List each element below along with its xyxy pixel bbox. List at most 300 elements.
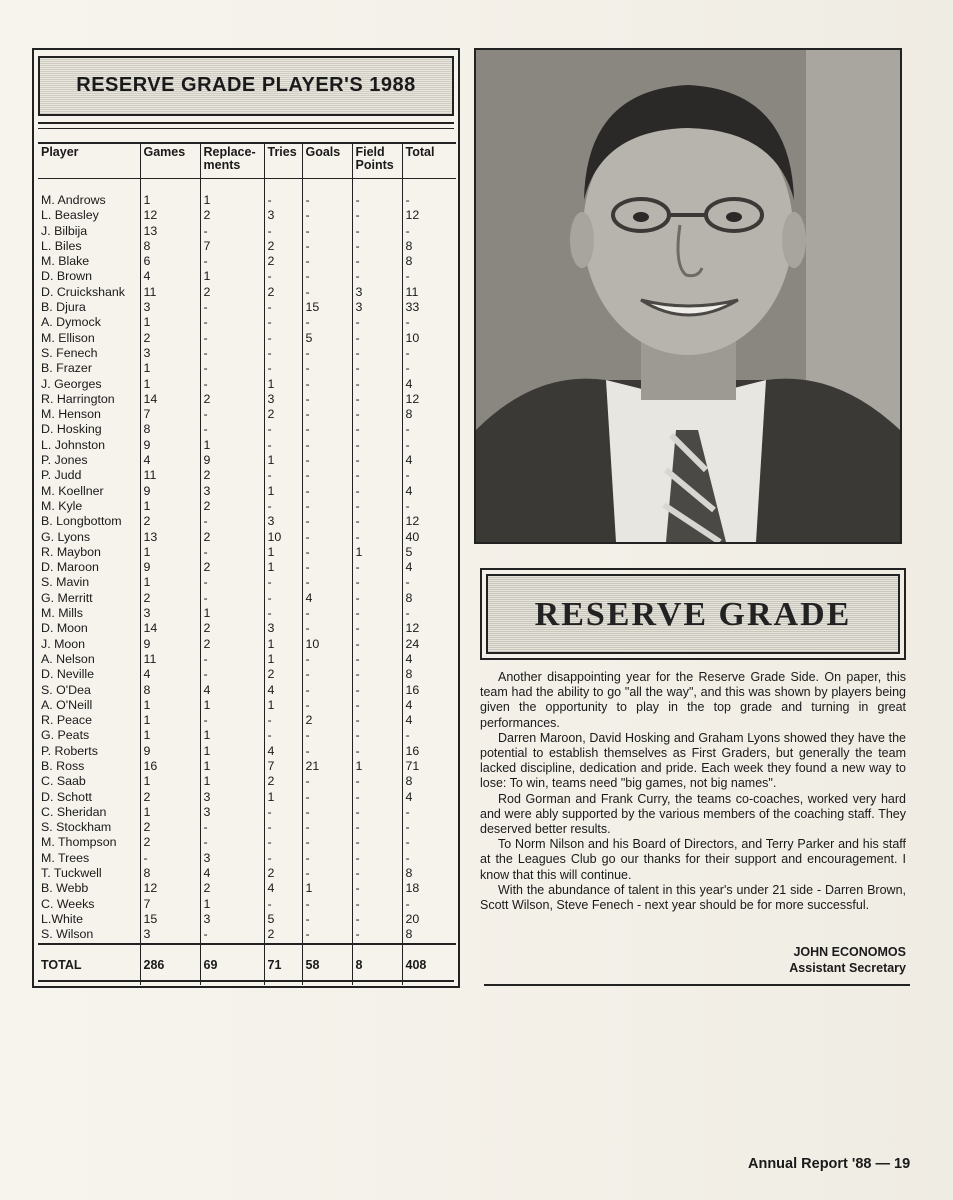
cell-goals: - xyxy=(302,208,352,223)
cell-games: 15 xyxy=(140,912,200,927)
cell-player: A. O'Neill xyxy=(38,698,140,713)
cell-games: 4 xyxy=(140,667,200,682)
cell-games: 9 xyxy=(140,637,200,652)
cell-player: R. Peace xyxy=(38,713,140,728)
cell-tries: 3 xyxy=(264,514,302,529)
cell-tries: - xyxy=(264,300,302,315)
cell-field-points: - xyxy=(352,438,402,453)
cell-replacements: 1 xyxy=(200,269,264,284)
cell-total: - xyxy=(405,468,410,483)
cell-player: D. Neville xyxy=(38,667,140,682)
cell-player: G. Merritt xyxy=(38,591,140,606)
cell-player: M. Mills xyxy=(38,606,140,621)
cell-player: M. Androws xyxy=(38,193,140,208)
cell-field-points: - xyxy=(352,820,402,835)
cell-replacements: 4 xyxy=(200,683,264,698)
table-row xyxy=(38,575,456,590)
cell-games: 2 xyxy=(140,591,200,606)
cell-replacements: - xyxy=(200,652,264,667)
total-field-points: 8 xyxy=(352,944,402,985)
cell-total: 12 xyxy=(405,208,420,223)
cell-tries: - xyxy=(264,820,302,835)
cell-player: M. Ellison xyxy=(38,331,140,346)
table-row xyxy=(38,820,456,835)
table-row xyxy=(38,331,456,346)
cell-replacements: 1 xyxy=(200,774,264,789)
cell-goals: 15 xyxy=(302,300,352,315)
cell-field-points: - xyxy=(352,239,402,254)
cell-player: D. Brown xyxy=(38,269,140,284)
cell-player: M. Koellner xyxy=(38,484,140,499)
cell-total: 4 xyxy=(405,651,413,666)
cell-total: 71 xyxy=(405,758,420,773)
cell-field-points: - xyxy=(352,835,402,850)
cell-field-points: - xyxy=(352,728,402,743)
cell-replacements: 2 xyxy=(200,637,264,652)
cell-field-points: - xyxy=(352,346,402,361)
cell-player: M. Kyle xyxy=(38,499,140,514)
table-row xyxy=(38,545,456,560)
divider xyxy=(38,122,454,124)
cell-replacements: 2 xyxy=(200,392,264,407)
cell-replacements: - xyxy=(200,377,264,392)
cell-games: 6 xyxy=(140,254,200,269)
table-row xyxy=(38,499,456,514)
cell-games: 1 xyxy=(140,713,200,728)
cell-tries: 1 xyxy=(264,545,302,560)
cell-goals: - xyxy=(302,377,352,392)
cell-tries: 2 xyxy=(264,285,302,300)
cell-field-points: 1 xyxy=(352,545,402,560)
col-header-replacements: Replace-ments xyxy=(200,143,264,179)
table-row xyxy=(38,407,456,422)
cell-tries: 1 xyxy=(264,698,302,713)
cell-total: 16 xyxy=(405,682,420,697)
article-heading-box xyxy=(480,568,906,660)
cell-player: B. Webb xyxy=(38,881,140,896)
table-row xyxy=(38,193,456,208)
cell-replacements: 2 xyxy=(200,499,264,514)
table-row xyxy=(38,621,456,636)
portrait-photo xyxy=(474,48,902,544)
cell-replacements: 3 xyxy=(200,484,264,499)
page-footer: Annual Report '88 — 19 xyxy=(748,1156,911,1172)
divider xyxy=(484,984,910,986)
article-paragraph: Darren Maroon, David Hosking and Graham Lyons showed they have the potential to establish themselves as First Graders, but generally the team lacked discipline, dedication and pride. Each week they found a new way to lose: To win, teams need "big games, not big names". xyxy=(480,730,906,791)
cell-goals: - xyxy=(302,927,352,943)
cell-games: 8 xyxy=(140,866,200,881)
total-tries: 71 xyxy=(264,944,302,985)
cell-field-points: - xyxy=(352,530,402,545)
cell-field-points: - xyxy=(352,713,402,728)
cell-goals: - xyxy=(302,422,352,437)
cell-player: B. Ross xyxy=(38,759,140,774)
cell-total: 5 xyxy=(405,544,413,559)
cell-tries: - xyxy=(264,606,302,621)
cell-tries: 2 xyxy=(264,254,302,269)
cell-field-points: - xyxy=(352,224,402,239)
cell-goals: - xyxy=(302,805,352,820)
cell-games: 12 xyxy=(140,881,200,896)
cell-games: 9 xyxy=(140,438,200,453)
table-row xyxy=(38,759,456,774)
cell-field-points: - xyxy=(352,560,402,575)
divider xyxy=(38,128,454,129)
table-row xyxy=(38,300,456,315)
cell-field-points: - xyxy=(352,805,402,820)
cell-goals: 10 xyxy=(302,637,352,652)
cell-player: S. Fenech xyxy=(38,346,140,361)
cell-player: T. Tuckwell xyxy=(38,866,140,881)
cell-total: - xyxy=(405,835,410,850)
cell-player: D. Hosking xyxy=(38,422,140,437)
article-paragraph: Another disappointing year for the Reserve Grade Side. On paper, this team had the ability to go "all the way", and this was shown by players being given the opportunity to play in the top grade and turning in great performances. xyxy=(480,670,906,730)
cell-replacements: 2 xyxy=(200,530,264,545)
cell-games: 1 xyxy=(140,575,200,590)
cell-replacements: - xyxy=(200,927,264,943)
cell-replacements: 3 xyxy=(200,805,264,820)
table-row xyxy=(38,361,456,376)
cell-replacements: 1 xyxy=(200,744,264,759)
cell-replacements: 1 xyxy=(200,759,264,774)
cell-total: 8 xyxy=(405,254,413,269)
cell-tries: 3 xyxy=(264,392,302,407)
cell-tries: 1 xyxy=(264,377,302,392)
cell-goals: - xyxy=(302,193,352,208)
cell-games: 2 xyxy=(140,835,200,850)
cell-total: - xyxy=(405,606,410,621)
table-row xyxy=(38,606,456,621)
cell-tries: 2 xyxy=(264,927,302,943)
cell-goals: - xyxy=(302,560,352,575)
cell-tries: 7 xyxy=(264,759,302,774)
cell-replacements: - xyxy=(200,361,264,376)
players-stats-table xyxy=(38,142,456,985)
cell-goals: - xyxy=(302,866,352,881)
cell-goals: - xyxy=(302,453,352,468)
cell-goals: - xyxy=(302,269,352,284)
cell-player: G. Peats xyxy=(38,728,140,743)
cell-games: 4 xyxy=(140,453,200,468)
cell-total: - xyxy=(405,422,410,437)
cell-tries: 4 xyxy=(264,881,302,896)
cell-goals: - xyxy=(302,912,352,927)
cell-replacements: - xyxy=(200,331,264,346)
cell-total: 8 xyxy=(405,774,413,789)
cell-player: R. Harrington xyxy=(38,392,140,407)
cell-tries: 1 xyxy=(264,790,302,805)
cell-total: - xyxy=(405,437,410,452)
cell-field-points: - xyxy=(352,377,402,392)
cell-field-points: - xyxy=(352,652,402,667)
cell-player: B. Longbottom xyxy=(38,514,140,529)
cell-field-points: - xyxy=(352,208,402,223)
table-row xyxy=(38,683,456,698)
table-row xyxy=(38,484,456,499)
cell-player: C. Sheridan xyxy=(38,805,140,820)
cell-goals: - xyxy=(302,851,352,866)
table-row xyxy=(38,254,456,269)
cell-tries: - xyxy=(264,361,302,376)
cell-total: 33 xyxy=(405,300,420,315)
cell-replacements: 2 xyxy=(200,208,264,223)
table-row xyxy=(38,269,456,284)
cell-tries: - xyxy=(264,193,302,208)
cell-field-points: 1 xyxy=(352,759,402,774)
cell-total: - xyxy=(405,223,410,238)
cell-games: 3 xyxy=(140,606,200,621)
article-paragraph: Rod Gorman and Frank Curry, the teams co-coaches, worked very hard and were ably supported by the various members of the coaching staff. They deserved better results. xyxy=(480,791,906,837)
cell-games: 16 xyxy=(140,759,200,774)
cell-goals: 4 xyxy=(302,591,352,606)
article-heading-inner xyxy=(486,574,900,654)
table-header-row xyxy=(38,143,456,179)
players-table-panel xyxy=(32,48,460,988)
cell-player: C. Saab xyxy=(38,774,140,789)
cell-player: L.White xyxy=(38,912,140,927)
cell-total: 4 xyxy=(405,483,413,498)
cell-field-points: - xyxy=(352,683,402,698)
cell-replacements: 2 xyxy=(200,560,264,575)
cell-player: G. Lyons xyxy=(38,530,140,545)
table-row xyxy=(38,208,456,223)
cell-total: - xyxy=(405,728,410,743)
cell-total: 4 xyxy=(405,560,413,575)
cell-goals: - xyxy=(302,285,352,300)
total-total: 408 xyxy=(402,944,456,985)
cell-field-points: - xyxy=(352,744,402,759)
cell-total: 8 xyxy=(405,407,413,422)
table-title: RESERVE GRADE PLAYER'S 1988 xyxy=(76,74,416,96)
cell-goals: - xyxy=(302,468,352,483)
cell-tries: 1 xyxy=(264,652,302,667)
cell-goals: 5 xyxy=(302,331,352,346)
article-heading: RESERVE GRADE xyxy=(534,596,852,633)
cell-replacements: - xyxy=(200,835,264,850)
cell-games: 1 xyxy=(140,377,200,392)
cell-player: L. Beasley xyxy=(38,208,140,223)
cell-field-points: - xyxy=(352,698,402,713)
cell-field-points: - xyxy=(352,927,402,943)
cell-total: 4 xyxy=(405,697,413,712)
cell-tries: 2 xyxy=(264,667,302,682)
cell-field-points: - xyxy=(352,392,402,407)
col-header-player: Player xyxy=(38,143,140,179)
cell-field-points: - xyxy=(352,866,402,881)
cell-replacements: 4 xyxy=(200,866,264,881)
table-row xyxy=(38,514,456,529)
signature-name: JOHN ECONOMOS xyxy=(793,945,906,959)
cell-replacements: 1 xyxy=(200,897,264,912)
cell-total: - xyxy=(405,193,410,207)
cell-replacements: - xyxy=(200,346,264,361)
cell-player: B. Djura xyxy=(38,300,140,315)
cell-field-points: - xyxy=(352,774,402,789)
table-row xyxy=(38,927,456,943)
table-row xyxy=(38,805,456,820)
cell-replacements: 9 xyxy=(200,453,264,468)
cell-tries: 1 xyxy=(264,453,302,468)
cell-goals: - xyxy=(302,621,352,636)
cell-total: 4 xyxy=(405,789,413,804)
cell-goals: - xyxy=(302,744,352,759)
cell-games: 4 xyxy=(140,269,200,284)
cell-goals: - xyxy=(302,315,352,330)
cell-games: 11 xyxy=(140,468,200,483)
cell-tries: 5 xyxy=(264,912,302,927)
cell-goals: - xyxy=(302,514,352,529)
cell-tries: 2 xyxy=(264,774,302,789)
cell-total: 12 xyxy=(405,514,420,529)
total-goals: 58 xyxy=(302,944,352,985)
cell-goals: - xyxy=(302,606,352,621)
cell-games: 2 xyxy=(140,514,200,529)
cell-goals: - xyxy=(302,530,352,545)
cell-player: M. Thompson xyxy=(38,835,140,850)
table-row xyxy=(38,851,456,866)
cell-total: 8 xyxy=(405,238,413,253)
cell-goals: - xyxy=(302,484,352,499)
cell-player: M. Blake xyxy=(38,254,140,269)
cell-tries: - xyxy=(264,805,302,820)
cell-field-points: - xyxy=(352,591,402,606)
cell-total: 4 xyxy=(405,376,413,391)
spacer-row xyxy=(38,179,456,194)
cell-replacements: 7 xyxy=(200,239,264,254)
cell-goals: - xyxy=(302,407,352,422)
cell-total: 8 xyxy=(405,927,413,942)
table-row xyxy=(38,392,456,407)
cell-total: - xyxy=(405,269,410,284)
cell-games: 1 xyxy=(140,499,200,514)
table-row xyxy=(38,744,456,759)
cell-goals: - xyxy=(302,683,352,698)
cell-field-points: - xyxy=(352,637,402,652)
table-row xyxy=(38,239,456,254)
cell-total: 10 xyxy=(405,330,420,345)
article-paragraph: To Norm Nilson and his Board of Directors, and Terry Parker and his staff at the Leagues Club go our thanks for their support and encouragement. I know that this will continue. xyxy=(480,837,906,882)
total-row xyxy=(38,944,456,985)
cell-replacements: - xyxy=(200,591,264,606)
cell-games: 3 xyxy=(140,300,200,315)
col-header-tries: Tries xyxy=(264,143,302,179)
cell-field-points: - xyxy=(352,621,402,636)
cell-replacements: - xyxy=(200,224,264,239)
cell-goals: - xyxy=(302,698,352,713)
cell-replacements: - xyxy=(200,407,264,422)
cell-tries: - xyxy=(264,851,302,866)
cell-player: S. O'Dea xyxy=(38,683,140,698)
cell-tries: - xyxy=(264,897,302,912)
table-row xyxy=(38,224,456,239)
cell-games: 14 xyxy=(140,621,200,636)
cell-games: 13 xyxy=(140,224,200,239)
table-body xyxy=(38,179,456,944)
cell-goals: - xyxy=(302,835,352,850)
table-row xyxy=(38,377,456,392)
cell-field-points: 3 xyxy=(352,285,402,300)
cell-tries: 2 xyxy=(264,407,302,422)
cell-games: 9 xyxy=(140,744,200,759)
table-row xyxy=(38,866,456,881)
cell-goals: - xyxy=(302,499,352,514)
article-paragraph: With the abundance of talent in this year's under 21 side - Darren Brown, Scott Wilson, Steve Fenech - next year should be for more successful. xyxy=(480,882,906,913)
cell-replacements: 2 xyxy=(200,881,264,896)
cell-total: 4 xyxy=(405,453,413,468)
cell-goals: - xyxy=(302,728,352,743)
cell-field-points: - xyxy=(352,361,402,376)
table-row xyxy=(38,667,456,682)
cell-games: 1 xyxy=(140,774,200,789)
cell-games: 12 xyxy=(140,208,200,223)
table-row xyxy=(38,881,456,896)
cell-total: 8 xyxy=(405,866,413,881)
divider xyxy=(38,980,454,982)
cell-tries: - xyxy=(264,499,302,514)
cell-games: 9 xyxy=(140,484,200,499)
table-row xyxy=(38,652,456,667)
cell-total: 12 xyxy=(405,621,420,636)
cell-tries: 2 xyxy=(264,239,302,254)
cell-player: S. Wilson xyxy=(38,927,140,943)
cell-games: 3 xyxy=(140,346,200,361)
cell-tries: 10 xyxy=(264,530,302,545)
cell-total: - xyxy=(405,820,410,835)
table-row xyxy=(38,698,456,713)
table-row xyxy=(38,346,456,361)
cell-total: - xyxy=(405,804,410,819)
table-row xyxy=(38,438,456,453)
cell-replacements: 3 xyxy=(200,790,264,805)
cell-tries: - xyxy=(264,438,302,453)
cell-tries: - xyxy=(264,331,302,346)
cell-goals: - xyxy=(302,361,352,376)
cell-tries: 1 xyxy=(264,560,302,575)
cell-tries: 4 xyxy=(264,683,302,698)
cell-total: - xyxy=(405,361,410,376)
cell-games: 1 xyxy=(140,315,200,330)
cell-field-points: - xyxy=(352,667,402,682)
cell-total: 4 xyxy=(405,713,413,728)
cell-games: 8 xyxy=(140,683,200,698)
col-header-games: Games xyxy=(140,143,200,179)
table-row xyxy=(38,713,456,728)
cell-field-points: - xyxy=(352,407,402,422)
cell-games: 1 xyxy=(140,545,200,560)
cell-games: 3 xyxy=(140,927,200,943)
cell-total: 8 xyxy=(405,590,413,605)
cell-total: - xyxy=(405,850,410,865)
cell-replacements: 2 xyxy=(200,285,264,300)
cell-total: 40 xyxy=(405,529,420,544)
cell-player: P. Judd xyxy=(38,468,140,483)
cell-player: A. Dymock xyxy=(38,315,140,330)
table-row xyxy=(38,468,456,483)
cell-field-points: - xyxy=(352,193,402,208)
cell-player: M. Henson xyxy=(38,407,140,422)
table-row xyxy=(38,728,456,743)
cell-games: 1 xyxy=(140,728,200,743)
table-row xyxy=(38,897,456,912)
cell-goals: 2 xyxy=(302,713,352,728)
cell-field-points: - xyxy=(352,422,402,437)
cell-replacements: - xyxy=(200,667,264,682)
cell-games: 2 xyxy=(140,331,200,346)
cell-tries: - xyxy=(264,468,302,483)
cell-games: 8 xyxy=(140,422,200,437)
cell-player: J. Bilbija xyxy=(38,224,140,239)
total-games: 286 xyxy=(140,944,200,985)
